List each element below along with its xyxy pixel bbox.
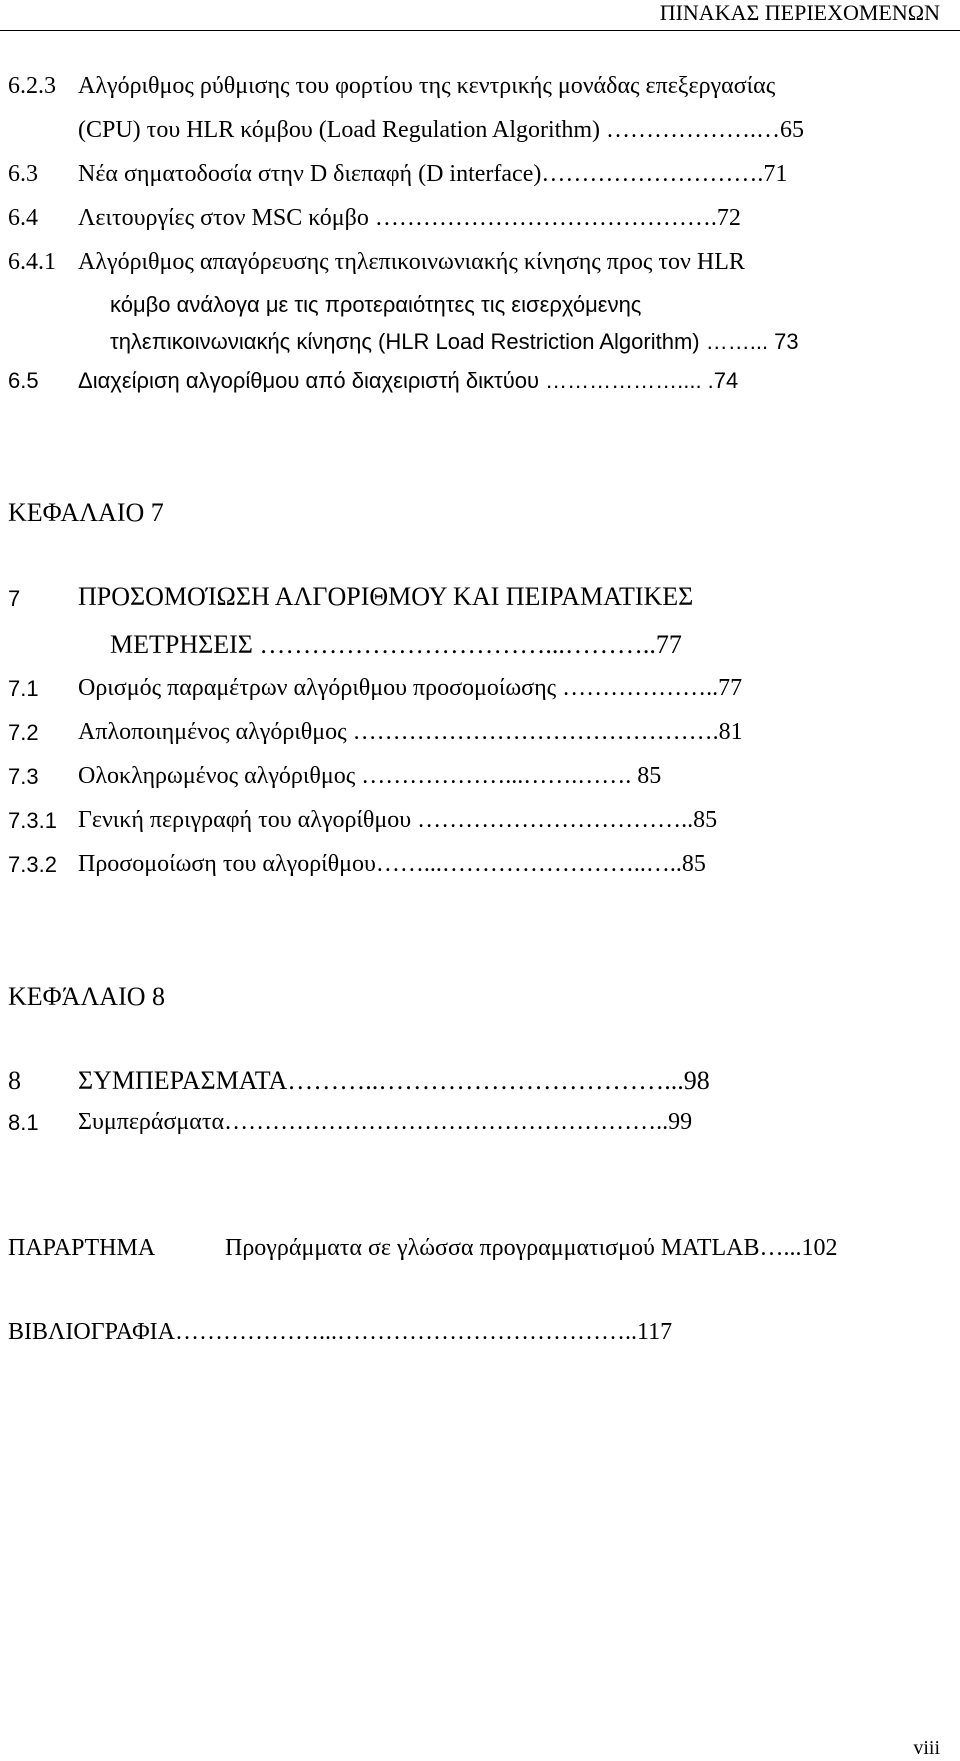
toc-number: 6.4.1 bbox=[8, 249, 56, 275]
toc-text-line: Συμπεράσματα………………………………………………..99 bbox=[78, 1109, 693, 1135]
toc-number: 7.3.1 bbox=[8, 808, 57, 833]
toc-text-line: Απλοποιημένος αλγόριθμος ……………………………………….81 bbox=[78, 719, 743, 745]
toc-number: 7.2 bbox=[8, 720, 39, 745]
toc-text-line: Λειτουργίες στον MSC κόμβο …………………………………….72 bbox=[78, 205, 741, 231]
toc-number: 6.2.3 bbox=[8, 73, 56, 99]
toc-chapter-title: ΜΕΤΡΗΣΕΙΣ ……………………………...………..77 bbox=[110, 630, 682, 659]
toc-number: 6.3 bbox=[8, 161, 38, 187]
toc-text-line: τηλεπικοινωνιακής κίνησης (HLR Load Restriction Algorithm) ……... 73 bbox=[110, 329, 799, 354]
toc-text-line: Ολοκληρωμένος αλγόριθμος ………………...…….……. 85 bbox=[78, 763, 662, 789]
appendix-label: ΠΑΡΑΡΤΗΜΑ bbox=[8, 1235, 156, 1261]
toc-text-line: Προγράμματα σε γλώσσα προγραμματισμού MATLAB…...102 bbox=[225, 1235, 838, 1261]
toc-number: 6.5 bbox=[8, 368, 39, 393]
page-number: viii bbox=[913, 1737, 940, 1759]
toc-chapter-title: ΠΡΟΣΟΜΟΊΩΣΗ ΑΛΓΟΡΙΘΜΟΥ ΚΑΙ ΠΕΙΡΑΜΑΤΙΚΕΣ bbox=[78, 582, 694, 611]
toc-text-line: Γενική περιγραφή του αλγορίθμου ……………………………..85 bbox=[78, 807, 718, 833]
toc-text-line: Διαχείριση αλγορίθμου από διαχειριστή δικτύου ……………….... .74 bbox=[78, 368, 739, 393]
chapter-heading: ΚΕΦΆΛΑΙΟ 8 bbox=[8, 982, 166, 1011]
toc-text-line: Νέα σηματοδοσία στην D διεπαφή (D interface)……………………….71 bbox=[78, 161, 788, 187]
chapter-heading: ΚΕΦΑΛΑΙΟ 7 bbox=[8, 498, 164, 527]
toc-text-line: Ορισμός παραμέτρων αλγόριθμου προσομοίωσης ………………..77 bbox=[78, 675, 743, 701]
toc-text-line: Προσομοίωση του αλγορίθμου……...……………………..…..85 bbox=[78, 851, 706, 877]
toc-text-line: Αλγόριθμος ρύθμισης του φορτίου της κεντρικής μονάδας επεξεργασίας bbox=[78, 73, 776, 99]
toc-number: 7.3.2 bbox=[8, 852, 57, 877]
toc-text-line: Αλγόριθμος απαγόρευσης τηλεπικοινωνιακής κίνησης προς τον HLR bbox=[78, 249, 745, 275]
toc-number: 7.3 bbox=[8, 764, 39, 789]
toc-number: 7.1 bbox=[8, 676, 39, 701]
toc-number: 8 bbox=[8, 1066, 21, 1095]
toc-chapter-title: ΣΥΜΠΕΡΑΣΜΑΤΑ………..……………………………...98 bbox=[78, 1066, 710, 1095]
toc-number: 8.1 bbox=[8, 1110, 39, 1135]
toc-text-line: (CPU) του HLR κόμβου (Load Regulation Algorithm) ……………….…65 bbox=[78, 117, 805, 143]
toc-text-line: κόμβο ανάλογα με τις προτεραιότητες τις εισερχόμενης bbox=[110, 292, 642, 317]
toc-number: 7 bbox=[8, 586, 21, 611]
header-rule bbox=[0, 30, 960, 31]
toc-number: 6.4 bbox=[8, 205, 38, 231]
toc-text-line: ΒΙΒΛΙΟΓΡΑΦΙΑ………………...………………………………..117 bbox=[8, 1319, 673, 1345]
header-title: ΠΙΝΑΚΑΣ ΠΕΡΙΕΧΟΜΕΝΩΝ bbox=[659, 0, 940, 25]
